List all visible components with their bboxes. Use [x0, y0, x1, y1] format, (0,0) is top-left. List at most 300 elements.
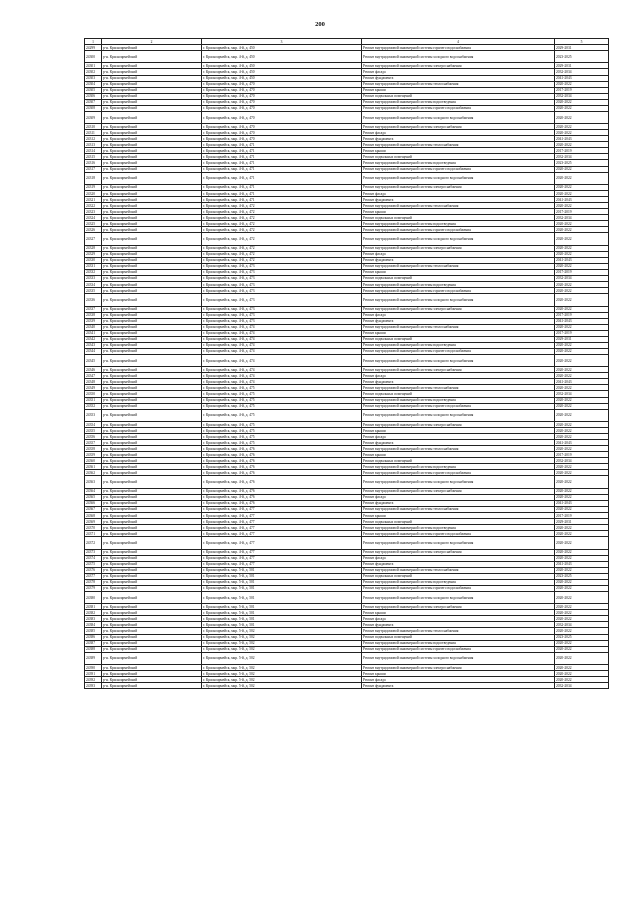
cell-planned-period: 2020-2022 [555, 342, 609, 348]
column-number-5: 5 [555, 39, 609, 45]
cell-planned-period: 2020-2022 [555, 434, 609, 440]
cell-row-number: 24312 [85, 136, 102, 142]
cell-row-number: 24352 [85, 403, 102, 409]
cell-address: г. Красноармейск, мкр. 5-й, д. 502 [202, 677, 362, 683]
cell-address: г. Красноармейск, мкр. 4-й, д. 474 [202, 324, 362, 330]
table-row [85, 683, 609, 689]
cell-planned-period: 2020-2022 [555, 525, 609, 531]
cell-municipality: р-н. Красноармейский [102, 428, 202, 434]
cell-row-number: 24323 [85, 209, 102, 215]
cell-municipality: р-н. Красноармейский [102, 494, 202, 500]
cell-municipality: р-н. Красноармейский [102, 506, 202, 512]
cell-work-type: Ремонт подвальных помещений [362, 275, 555, 281]
cell-row-number: 24361 [85, 464, 102, 470]
cell-address: г. Красноармейск, мкр. 4-й, д. 474 [202, 330, 362, 336]
cell-planned-period: 2020-2022 [555, 245, 609, 251]
cell-municipality: р-н. Красноармейский [102, 458, 202, 464]
cell-planned-period: 2023-2025 [555, 160, 609, 166]
cell-address: г. Красноармейск, мкр. 4-й, д. 450 [202, 69, 362, 75]
cell-municipality: р-н. Красноармейский [102, 628, 202, 634]
cell-address: г. Красноармейск, мкр. 4-й, д. 471 [202, 148, 362, 154]
cell-address: г. Красноармейск, мкр. 4-й, д. 475 [202, 421, 362, 427]
cell-municipality: р-н. Красноармейский [102, 537, 202, 549]
cell-municipality: р-н. Красноармейский [102, 373, 202, 379]
cell-planned-period: 2020-2022 [555, 184, 609, 190]
cell-address: г. Красноармейск, мкр. 4-й, д. 475 [202, 428, 362, 434]
cell-municipality: р-н. Красноармейский [102, 154, 202, 160]
cell-work-type: Ремонт крыши [362, 269, 555, 275]
cell-planned-period: 2020-2022 [555, 537, 609, 549]
cell-address: г. Красноармейск, мкр. 4-й, д. 472 [202, 257, 362, 263]
cell-row-number: 24358 [85, 446, 102, 452]
cell-address: г. Красноармейск, мкр. 4-й, д. 472 [202, 203, 362, 209]
cell-planned-period: 2020-2022 [555, 671, 609, 677]
cell-planned-period: 2020-2022 [555, 428, 609, 434]
cell-planned-period: 2020-2022 [555, 354, 609, 366]
cell-work-type: Ремонт фасада [362, 373, 555, 379]
cell-row-number: 24354 [85, 421, 102, 427]
cell-row-number: 24364 [85, 488, 102, 494]
cell-municipality: р-н. Красноармейский [102, 379, 202, 385]
cell-row-number: 24339 [85, 318, 102, 324]
cell-municipality: р-н. Красноармейский [102, 354, 202, 366]
cell-work-type: Ремонт внутридомовой инженерной системы горячего водоснабжения [362, 348, 555, 354]
cell-planned-period: 2020-2022 [555, 555, 609, 561]
cell-work-type: Ремонт внутридомовой инженерной системы холодного водоснабжения [362, 233, 555, 245]
cell-row-number: 24316 [85, 160, 102, 166]
cell-work-type: Ремонт внутридомовой инженерной системы электроснабжения [362, 63, 555, 69]
cell-planned-period: 2041-2043 [555, 257, 609, 263]
cell-municipality: р-н. Красноармейский [102, 51, 202, 63]
cell-municipality: р-н. Красноармейский [102, 665, 202, 671]
cell-planned-period: 2020-2022 [555, 306, 609, 312]
cell-planned-period: 2020-2022 [555, 446, 609, 452]
cell-work-type: Ремонт внутридомовой инженерной системы теплоснабжения [362, 446, 555, 452]
cell-address: г. Красноармейск, мкр. 4-й, д. 474 [202, 367, 362, 373]
cell-address: г. Красноармейск, мкр. 4-й, д. 473 [202, 275, 362, 281]
cell-row-number: 24308 [85, 105, 102, 111]
cell-address: г. Красноармейск, мкр. 4-й, д. 473 [202, 282, 362, 288]
cell-work-type: Ремонт внутридомовой инженерной системы теплоснабжения [362, 628, 555, 634]
cell-row-number: 24340 [85, 324, 102, 330]
cell-address: г. Красноармейск, мкр. 4-й, д. 470 [202, 111, 362, 123]
cell-address: г. Красноармейск, мкр. 4-й, д. 476 [202, 470, 362, 476]
cell-work-type: Ремонт внутридомовой инженерной системы теплоснабжения [362, 567, 555, 573]
cell-planned-period: 2020-2022 [555, 506, 609, 512]
cell-planned-period: 2020-2022 [555, 610, 609, 616]
cell-work-type: Ремонт подвальных помещений [362, 93, 555, 99]
repair-schedule-table [84, 38, 609, 689]
cell-work-type: Ремонт внутридомовой инженерной системы электроснабжения [362, 549, 555, 555]
cell-municipality: р-н. Красноармейский [102, 105, 202, 111]
cell-row-number: 24344 [85, 348, 102, 354]
cell-work-type: Ремонт внутридомовой инженерной системы горячего водоснабжения [362, 585, 555, 591]
cell-row-number: 24362 [85, 470, 102, 476]
cell-work-type: Ремонт внутридомовой инженерной системы электроснабжения [362, 488, 555, 494]
cell-address: г. Красноармейск, мкр. 4-й, д. 477 [202, 512, 362, 518]
cell-planned-period: 2020-2022 [555, 191, 609, 197]
cell-address: г. Красноармейск, мкр. 4-й, д. 470 [202, 136, 362, 142]
cell-planned-period: 2020-2022 [555, 233, 609, 245]
cell-row-number: 24329 [85, 251, 102, 257]
cell-planned-period: 2020-2022 [555, 227, 609, 233]
cell-address: г. Красноармейск, мкр. 4-й, д. 476 [202, 476, 362, 488]
cell-row-number: 24377 [85, 573, 102, 579]
cell-municipality: р-н. Красноармейский [102, 397, 202, 403]
cell-address: г. Красноармейск, мкр. 4-й, д. 450 [202, 75, 362, 81]
cell-row-number: 24335 [85, 288, 102, 294]
cell-address: г. Красноармейск, мкр. 4-й, д. 477 [202, 537, 362, 549]
cell-address: г. Красноармейск, мкр. 5-й, д. 501 [202, 579, 362, 585]
cell-municipality: р-н. Красноармейский [102, 500, 202, 506]
cell-work-type: Ремонт внутридомовой инженерной системы горячего водоснабжения [362, 105, 555, 111]
cell-address: г. Красноармейск, мкр. 4-й, д. 472 [202, 209, 362, 215]
cell-work-type: Ремонт внутридомовой инженерной системы холодного водоснабжения [362, 652, 555, 664]
cell-address: г. Красноармейск, мкр. 4-й, д. 472 [202, 251, 362, 257]
cell-work-type: Ремонт внутридомовой инженерной системы горячего водоснабжения [362, 470, 555, 476]
cell-row-number: 24378 [85, 579, 102, 585]
cell-planned-period: 2020-2022 [555, 251, 609, 257]
cell-row-number: 24305 [85, 87, 102, 93]
cell-address: г. Красноармейск, мкр. 4-й, д. 474 [202, 379, 362, 385]
cell-row-number: 24311 [85, 130, 102, 136]
repair-schedule-table-container [84, 38, 608, 689]
cell-municipality: р-н. Красноармейский [102, 263, 202, 269]
cell-row-number: 24334 [85, 282, 102, 288]
cell-municipality: р-н. Красноармейский [102, 385, 202, 391]
cell-planned-period: 2032-2034 [555, 391, 609, 397]
cell-work-type: Ремонт внутридомовой инженерной системы теплоснабжения [362, 324, 555, 330]
cell-work-type: Ремонт подвальных помещений [362, 458, 555, 464]
cell-municipality: р-н. Красноармейский [102, 282, 202, 288]
cell-row-number: 24345 [85, 354, 102, 366]
cell-row-number: 24301 [85, 63, 102, 69]
cell-address: г. Красноармейск, мкр. 4-й, д. 477 [202, 549, 362, 555]
cell-row-number: 24353 [85, 409, 102, 421]
cell-row-number: 24337 [85, 306, 102, 312]
cell-planned-period: 2020-2022 [555, 81, 609, 87]
cell-work-type: Ремонт внутридомовой инженерной системы горячего водоснабжения [362, 166, 555, 172]
cell-row-number: 24307 [85, 99, 102, 105]
cell-address: г. Красноармейск, мкр. 4-й, д. 473 [202, 288, 362, 294]
cell-municipality: р-н. Красноармейский [102, 63, 202, 69]
cell-row-number: 24324 [85, 215, 102, 221]
cell-work-type: Ремонт внутридомовой инженерной системы водоотведения [362, 640, 555, 646]
cell-work-type: Ремонт внутридомовой инженерной системы электроснабжения [362, 184, 555, 190]
cell-municipality: р-н. Красноармейский [102, 476, 202, 488]
cell-work-type: Ремонт подвальных помещений [362, 391, 555, 397]
cell-planned-period: 2041-2043 [555, 136, 609, 142]
cell-municipality: р-н. Красноармейский [102, 348, 202, 354]
cell-municipality: р-н. Красноармейский [102, 99, 202, 105]
cell-row-number: 24320 [85, 191, 102, 197]
cell-municipality: р-н. Красноармейский [102, 233, 202, 245]
cell-address: г. Красноармейск, мкр. 4-й, д. 472 [202, 233, 362, 245]
cell-row-number: 24349 [85, 385, 102, 391]
cell-row-number: 24299 [85, 45, 102, 51]
cell-row-number: 24302 [85, 69, 102, 75]
cell-work-type: Ремонт фундамента [362, 561, 555, 567]
table-row [85, 591, 609, 603]
cell-work-type: Ремонт внутридомовой инженерной системы теплоснабжения [362, 142, 555, 148]
cell-work-type: Ремонт крыши [362, 610, 555, 616]
cell-address: г. Красноармейск, мкр. 5-й, д. 502 [202, 683, 362, 689]
cell-work-type: Ремонт фасада [362, 130, 555, 136]
cell-row-number: 24380 [85, 591, 102, 603]
cell-municipality: р-н. Красноармейский [102, 136, 202, 142]
cell-address: г. Красноармейск, мкр. 4-й, д. 471 [202, 154, 362, 160]
cell-address: г. Красноармейск, мкр. 4-й, д. 475 [202, 409, 362, 421]
cell-municipality: р-н. Красноармейский [102, 573, 202, 579]
cell-work-type: Ремонт внутридомовой инженерной системы холодного водоснабжения [362, 294, 555, 306]
cell-planned-period: 2032-2034 [555, 93, 609, 99]
cell-planned-period: 2017-2019 [555, 148, 609, 154]
cell-address: г. Красноармейск, мкр. 5-й, д. 501 [202, 610, 362, 616]
cell-planned-period: 2020-2022 [555, 464, 609, 470]
cell-row-number: 24366 [85, 500, 102, 506]
cell-address: г. Красноармейск, мкр. 4-й, д. 450 [202, 51, 362, 63]
cell-planned-period: 2017-2019 [555, 269, 609, 275]
cell-row-number: 24350 [85, 391, 102, 397]
cell-work-type: Ремонт подвальных помещений [362, 215, 555, 221]
cell-row-number: 24381 [85, 604, 102, 610]
cell-planned-period: 2020-2022 [555, 288, 609, 294]
cell-planned-period: 2020-2022 [555, 324, 609, 330]
cell-municipality: р-н. Красноармейский [102, 87, 202, 93]
cell-work-type: Ремонт фасада [362, 555, 555, 561]
cell-row-number: 24363 [85, 476, 102, 488]
cell-planned-period: 2020-2022 [555, 105, 609, 111]
cell-municipality: р-н. Красноармейский [102, 215, 202, 221]
cell-planned-period: 2020-2022 [555, 579, 609, 585]
cell-municipality: р-н. Красноармейский [102, 434, 202, 440]
cell-work-type: Ремонт крыши [362, 428, 555, 434]
cell-municipality: р-н. Красноармейский [102, 203, 202, 209]
cell-work-type: Ремонт внутридомовой инженерной системы холодного водоснабжения [362, 409, 555, 421]
cell-municipality: р-н. Красноармейский [102, 312, 202, 318]
cell-municipality: р-н. Красноармейский [102, 591, 202, 603]
cell-municipality: р-н. Красноармейский [102, 81, 202, 87]
table-row [85, 354, 609, 366]
cell-municipality: р-н. Красноармейский [102, 269, 202, 275]
cell-municipality: р-н. Красноармейский [102, 257, 202, 263]
table-row [85, 172, 609, 184]
cell-municipality: р-н. Красноармейский [102, 403, 202, 409]
cell-planned-period: 2020-2022 [555, 294, 609, 306]
cell-row-number: 24393 [85, 683, 102, 689]
cell-municipality: р-н. Красноармейский [102, 634, 202, 640]
cell-work-type: Ремонт внутридомовой инженерной системы водоотведения [362, 525, 555, 531]
cell-row-number: 24328 [85, 245, 102, 251]
cell-municipality: р-н. Красноармейский [102, 342, 202, 348]
cell-work-type: Ремонт фундамента [362, 683, 555, 689]
cell-address: г. Красноармейск, мкр. 4-й, д. 450 [202, 63, 362, 69]
cell-planned-period: 2020-2022 [555, 567, 609, 573]
cell-work-type: Ремонт фундамента [362, 136, 555, 142]
cell-address: г. Красноармейск, мкр. 4-й, д. 475 [202, 397, 362, 403]
cell-planned-period: 2020-2022 [555, 585, 609, 591]
cell-planned-period: 2023-2025 [555, 51, 609, 63]
cell-work-type: Ремонт фундамента [362, 318, 555, 324]
cell-municipality: р-н. Красноармейский [102, 221, 202, 227]
cell-address: г. Красноармейск, мкр. 5-й, д. 502 [202, 640, 362, 646]
cell-work-type: Ремонт фундамента [362, 379, 555, 385]
cell-planned-period: 2017-2019 [555, 330, 609, 336]
cell-row-number: 24314 [85, 148, 102, 154]
cell-row-number: 24341 [85, 330, 102, 336]
cell-row-number: 24343 [85, 342, 102, 348]
cell-row-number: 24333 [85, 275, 102, 281]
cell-planned-period: 2020-2022 [555, 130, 609, 136]
cell-work-type: Ремонт внутридомовой инженерной системы электроснабжения [362, 421, 555, 427]
cell-municipality: р-н. Красноармейский [102, 148, 202, 154]
cell-planned-period: 2029-2031 [555, 336, 609, 342]
cell-row-number: 24375 [85, 561, 102, 567]
cell-planned-period: 2020-2022 [555, 385, 609, 391]
cell-work-type: Ремонт внутридомовой инженерной системы водоотведения [362, 221, 555, 227]
cell-row-number: 24309 [85, 111, 102, 123]
cell-municipality: р-н. Красноармейский [102, 209, 202, 215]
cell-row-number: 24336 [85, 294, 102, 306]
cell-address: г. Красноармейск, мкр. 5-й, д. 501 [202, 604, 362, 610]
cell-work-type: Ремонт фасада [362, 616, 555, 622]
cell-work-type: Ремонт внутридомовой инженерной системы теплоснабжения [362, 385, 555, 391]
cell-row-number: 24374 [85, 555, 102, 561]
cell-municipality: р-н. Красноармейский [102, 184, 202, 190]
cell-work-type: Ремонт крыши [362, 452, 555, 458]
column-number-4: 4 [362, 39, 555, 45]
cell-work-type: Ремонт внутридомовой инженерной системы водоотведения [362, 160, 555, 166]
cell-row-number: 24359 [85, 452, 102, 458]
cell-planned-period: 2020-2022 [555, 494, 609, 500]
cell-row-number: 24365 [85, 494, 102, 500]
cell-work-type: Ремонт внутридомовой инженерной системы горячего водоснабжения [362, 45, 555, 51]
cell-work-type: Ремонт внутридомовой инженерной системы теплоснабжения [362, 506, 555, 512]
cell-work-type: Ремонт внутридомовой инженерной системы водоотведения [362, 397, 555, 403]
cell-planned-period: 2032-2034 [555, 69, 609, 75]
cell-address: г. Красноармейск, мкр. 4-й, д. 475 [202, 440, 362, 446]
cell-planned-period: 2020-2022 [555, 348, 609, 354]
cell-address: г. Красноармейск, мкр. 5-й, д. 502 [202, 665, 362, 671]
cell-address: г. Красноармейск, мкр. 4-й, д. 472 [202, 245, 362, 251]
cell-work-type: Ремонт внутридомовой инженерной системы холодного водоснабжения [362, 51, 555, 63]
cell-planned-period: 2020-2022 [555, 476, 609, 488]
cell-municipality: р-н. Красноармейский [102, 124, 202, 130]
cell-row-number: 24326 [85, 227, 102, 233]
table-row [85, 111, 609, 123]
cell-row-number: 24388 [85, 646, 102, 652]
cell-row-number: 24370 [85, 525, 102, 531]
cell-address: г. Красноармейск, мкр. 4-й, д. 470 [202, 81, 362, 87]
cell-planned-period: 2020-2022 [555, 203, 609, 209]
cell-work-type: Ремонт внутридомовой инженерной системы горячего водоснабжения [362, 227, 555, 233]
cell-address: г. Красноармейск, мкр. 4-й, д. 471 [202, 191, 362, 197]
cell-address: г. Красноармейск, мкр. 4-й, д. 470 [202, 105, 362, 111]
cell-address: г. Красноармейск, мкр. 5-й, д. 502 [202, 671, 362, 677]
cell-work-type: Ремонт внутридомовой инженерной системы горячего водоснабжения [362, 646, 555, 652]
column-number-2: 2 [102, 39, 202, 45]
cell-row-number: 24371 [85, 531, 102, 537]
cell-row-number: 24386 [85, 634, 102, 640]
cell-planned-period: 2020-2022 [555, 403, 609, 409]
cell-row-number: 24387 [85, 640, 102, 646]
cell-row-number: 24317 [85, 166, 102, 172]
cell-address: г. Красноармейск, мкр. 4-й, д. 471 [202, 197, 362, 203]
cell-work-type: Ремонт фундамента [362, 500, 555, 506]
cell-work-type: Ремонт фундамента [362, 622, 555, 628]
cell-planned-period: 2020-2022 [555, 142, 609, 148]
cell-address: г. Красноармейск, мкр. 4-й, д. 476 [202, 464, 362, 470]
cell-address: г. Красноармейск, мкр. 4-й, д. 477 [202, 525, 362, 531]
cell-address: г. Красноармейск, мкр. 4-й, д. 474 [202, 373, 362, 379]
cell-municipality: р-н. Красноармейский [102, 166, 202, 172]
cell-municipality: р-н. Красноармейский [102, 525, 202, 531]
cell-row-number: 24384 [85, 622, 102, 628]
cell-work-type: Ремонт внутридомовой инженерной системы горячего водоснабжения [362, 288, 555, 294]
cell-row-number: 24379 [85, 585, 102, 591]
cell-municipality: р-н. Красноармейский [102, 245, 202, 251]
cell-address: г. Красноармейск, мкр. 4-й, д. 477 [202, 519, 362, 525]
cell-row-number: 24347 [85, 373, 102, 379]
cell-municipality: р-н. Красноармейский [102, 452, 202, 458]
column-number-3: 3 [202, 39, 362, 45]
cell-address: г. Красноармейск, мкр. 4-й, д. 470 [202, 124, 362, 130]
cell-planned-period: 2041-2043 [555, 318, 609, 324]
cell-municipality: р-н. Красноармейский [102, 367, 202, 373]
cell-address: г. Красноармейск, мкр. 4-й, д. 471 [202, 184, 362, 190]
cell-work-type: Ремонт внутридомовой инженерной системы электроснабжения [362, 367, 555, 373]
cell-work-type: Ремонт внутридомовой инженерной системы холодного водоснабжения [362, 111, 555, 123]
cell-work-type: Ремонт подвальных помещений [362, 573, 555, 579]
cell-address: г. Красноармейск, мкр. 4-й, д. 476 [202, 452, 362, 458]
cell-work-type: Ремонт внутридомовой инженерной системы теплоснабжения [362, 203, 555, 209]
cell-row-number: 24338 [85, 312, 102, 318]
cell-work-type: Ремонт внутридомовой инженерной системы теплоснабжения [362, 81, 555, 87]
cell-work-type: Ремонт фасада [362, 677, 555, 683]
cell-municipality: р-н. Красноармейский [102, 324, 202, 330]
cell-municipality: р-н. Красноармейский [102, 275, 202, 281]
cell-address: г. Красноармейск, мкр. 4-й, д. 477 [202, 561, 362, 567]
cell-municipality: р-н. Красноармейский [102, 421, 202, 427]
cell-work-type: Ремонт фундамента [362, 197, 555, 203]
cell-address: г. Красноармейск, мкр. 4-й, д. 470 [202, 87, 362, 93]
cell-row-number: 24376 [85, 567, 102, 573]
cell-row-number: 24389 [85, 652, 102, 664]
cell-work-type: Ремонт фасада [362, 312, 555, 318]
cell-municipality: р-н. Красноармейский [102, 93, 202, 99]
cell-work-type: Ремонт фасада [362, 494, 555, 500]
cell-work-type: Ремонт фасада [362, 251, 555, 257]
cell-work-type: Ремонт внутридомовой инженерной системы электроснабжения [362, 665, 555, 671]
cell-planned-period: 2017-2019 [555, 512, 609, 518]
cell-address: г. Красноармейск, мкр. 4-й, д. 474 [202, 342, 362, 348]
cell-municipality: р-н. Красноармейский [102, 555, 202, 561]
cell-planned-period: 2023-2025 [555, 573, 609, 579]
cell-row-number: 24392 [85, 677, 102, 683]
cell-address: г. Красноармейск, мкр. 4-й, д. 474 [202, 354, 362, 366]
cell-municipality: р-н. Красноармейский [102, 288, 202, 294]
cell-municipality: р-н. Красноармейский [102, 640, 202, 646]
table-row [85, 476, 609, 488]
page-number: 200 [315, 21, 325, 28]
cell-municipality: р-н. Красноармейский [102, 671, 202, 677]
cell-work-type: Ремонт крыши [362, 671, 555, 677]
cell-municipality: р-н. Красноармейский [102, 646, 202, 652]
cell-municipality: р-н. Красноармейский [102, 561, 202, 567]
cell-municipality: р-н. Красноармейский [102, 251, 202, 257]
cell-address: г. Красноармейск, мкр. 4-й, д. 472 [202, 215, 362, 221]
cell-row-number: 24331 [85, 263, 102, 269]
